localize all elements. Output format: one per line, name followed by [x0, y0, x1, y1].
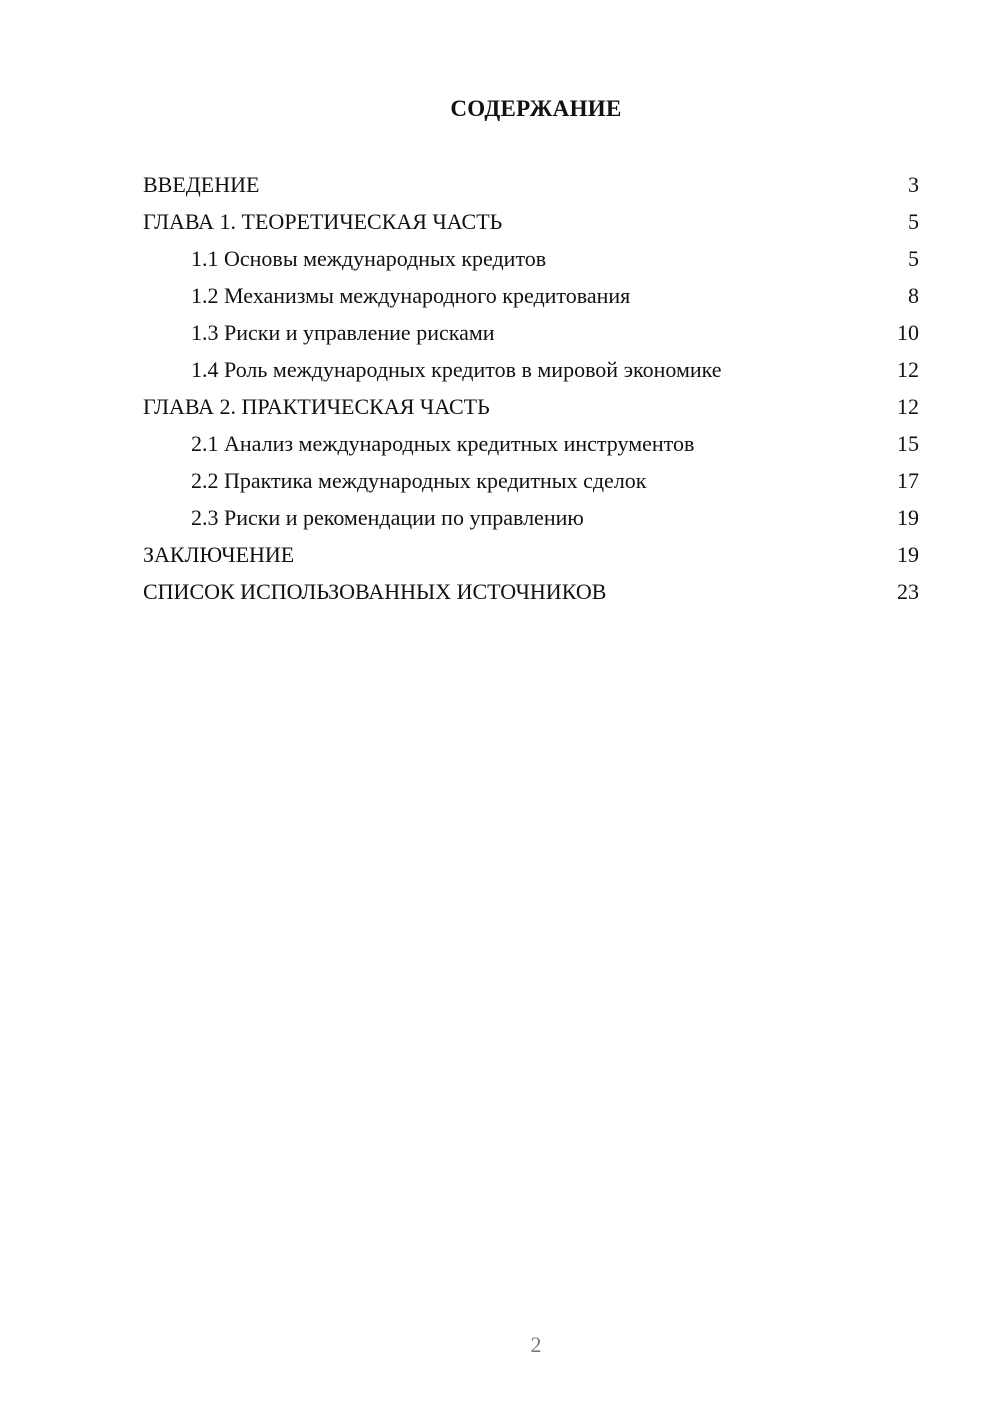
toc-entry-page: 10 [897, 320, 919, 345]
toc-entry-page: 19 [897, 542, 919, 567]
toc-entry-label: ГЛАВА 1. ТЕОРЕТИЧЕСКАЯ ЧАСТЬ [143, 209, 503, 234]
toc-entry-page: 5 [908, 209, 919, 234]
toc-entry-label: 1.3 Риски и управление рисками [191, 320, 495, 345]
toc-entry-page: 12 [897, 394, 919, 419]
toc-entry-label: ВВЕДЕНИЕ [143, 172, 260, 197]
toc-entry-conclusion[interactable] [143, 536, 919, 573]
toc-entry-label: ЗАКЛЮЧЕНИЕ [143, 542, 295, 567]
toc-entry-chapter-2[interactable] [143, 388, 919, 425]
toc-entry-label: 1.4 Роль международных кредитов в мировой экономике [191, 357, 722, 382]
toc-entry-page: 19 [897, 505, 919, 530]
toc-entry-references[interactable] [143, 573, 919, 610]
table-of-contents [143, 166, 919, 610]
toc-entry-label: 2.2 Практика международных кредитных сделок [191, 468, 647, 493]
toc-title: СОДЕРЖАНИЕ [450, 96, 622, 121]
toc-entry-page: 5 [908, 246, 919, 271]
toc-entry-page: 15 [897, 431, 919, 456]
toc-entry-section-2-1[interactable] [143, 425, 919, 462]
toc-entry-page: 23 [897, 579, 919, 604]
toc-entry-section-1-1[interactable] [143, 240, 919, 277]
toc-entry-label: ГЛАВА 2. ПРАКТИЧЕСКАЯ ЧАСТЬ [143, 394, 490, 419]
toc-entry-label: 2.1 Анализ международных кредитных инструментов [191, 431, 695, 456]
toc-entry-page: 17 [897, 468, 919, 493]
toc-entry-section-1-3[interactable] [143, 314, 919, 351]
toc-entry-section-1-4[interactable] [143, 351, 919, 388]
toc-entry-introduction[interactable] [143, 166, 919, 203]
toc-entry-section-1-2[interactable] [143, 277, 919, 314]
toc-entry-page: 3 [908, 172, 919, 197]
toc-entry-label: 2.3 Риски и рекомендации по управлению [191, 505, 584, 530]
toc-entry-label: СПИСОК ИСПОЛЬЗОВАННЫХ ИСТОЧНИКОВ [143, 579, 607, 604]
toc-entry-chapter-1[interactable] [143, 203, 919, 240]
toc-entry-label: 1.2 Механизмы международного кредитования [191, 283, 631, 308]
toc-entry-page: 12 [897, 357, 919, 382]
toc-entry-section-2-3[interactable] [143, 499, 919, 536]
page-number: 2 [530, 1332, 542, 1357]
toc-entry-label: 1.1 Основы международных кредитов [191, 246, 547, 271]
toc-entry-section-2-2[interactable] [143, 462, 919, 499]
toc-entry-page: 8 [908, 283, 919, 308]
